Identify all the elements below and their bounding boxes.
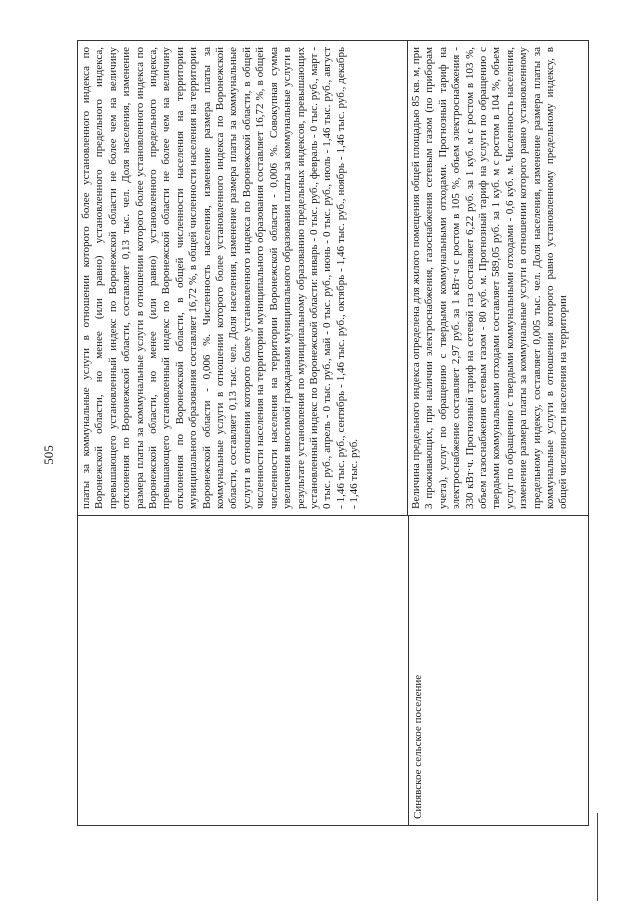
municipality-column: [78, 515, 588, 825]
page-number: 505: [41, 445, 56, 465]
document-table-wrapper: [77, 40, 589, 826]
municipality-cell: Синявское сельское поселение: [412, 674, 424, 819]
municipality-cell-empty: [78, 516, 409, 825]
description-column: [78, 41, 588, 515]
description-cell-continued: платы за коммунальные услуги в отношении которого более установленного индекса по Воронежской области, но менее (или равно) установленного предельного индекса, превышающего установленный индекс по Воронежской области не более чем на величину отклонения по Воронежской области, составляет 0,13 тыс. чел. Доля населения, изменение размера платы за коммунальные услуги в отношении которого более установленного индекса по Воронежской области, но менее (или равно) установленного предельного индекса, превышающего установленный индекс по Воронежской области не более чем на величину отклонения по Воронежской области, в общей численности населения на территории муниципального образования составляет 16,72 %, в общей численности населения на территории Воронежской области - 0,006 %. Численность населения, изменение размера платы за коммунальные услуги в отношении которого более установленного индекса по Воронежской области, составляет 0,13 тыс. чел. Доля населения, изменение размера платы за коммунальные услуги в отношении которого более установленного индекса по Воронежской области, в общей численности населения на территории муниципального образования составляет 16,72 %, в общей численности населения на территории Воронежской области - 0,006 %. Совокупная сумма увеличения вносимой гражданами муниципального образования платы за коммунальные услуги в результате установления по муниципальному образованию предельных индексов, превышающих установленный индекс по Воронежской области: январь - 0 тыс. руб., февраль - 0 тыс. руб., март - 0 тыс. руб., апрель - 0 тыс. руб., май - 0 тыс. руб., июнь - 0 тыс. руб., июль - 1,46 тыс. руб., август - 1,46 тыс. руб., сентябрь - 1,46 тыс. руб., октябрь - 1,46 тыс. руб., ноябрь - 1,46 тыс. руб., декабрь - 1,46 тыс. руб.: [78, 41, 408, 515]
margin-line: [597, 813, 598, 901]
description-cell: Величина предельного индекса определена для жилого помещения общей площадью 85 кв. м, при 3 проживающих, при наличии электроснабжения, газоснабжения сетевым газом (по приборам учета), услуг по обращению с твердыми коммунальными отходами. Прогнозный тариф на электроснабжение составляет 2,97 руб. за 1 кВт·ч с ростом в 105 %, объем электроснабжения - 330 кВт·ч. Прогнозный тариф на сетевой газ составляет 6,22 руб. за 1 куб. м с ростом в 103 %, объем газоснабжения сетевым газом - 80 куб. м. Прогнозный тариф на услуги по обращению с твердыми коммунальными отходами составляет 589,05 руб. за 1 куб. м с ростом в 104 %, объем услуг по обращению с твердыми коммунальными отходами - 0,6 куб. м. Численность населения, изменение размера платы за коммунальные услуги в отношении которого равно установленному предельному индексу, составляет 0,005 тыс. чел. Доля населения, изменение размера платы за коммунальные услуги в отношении которого равно установленному предельному индексу, в общей численности населения на территории: [410, 47, 570, 509]
document-table: [77, 40, 589, 826]
